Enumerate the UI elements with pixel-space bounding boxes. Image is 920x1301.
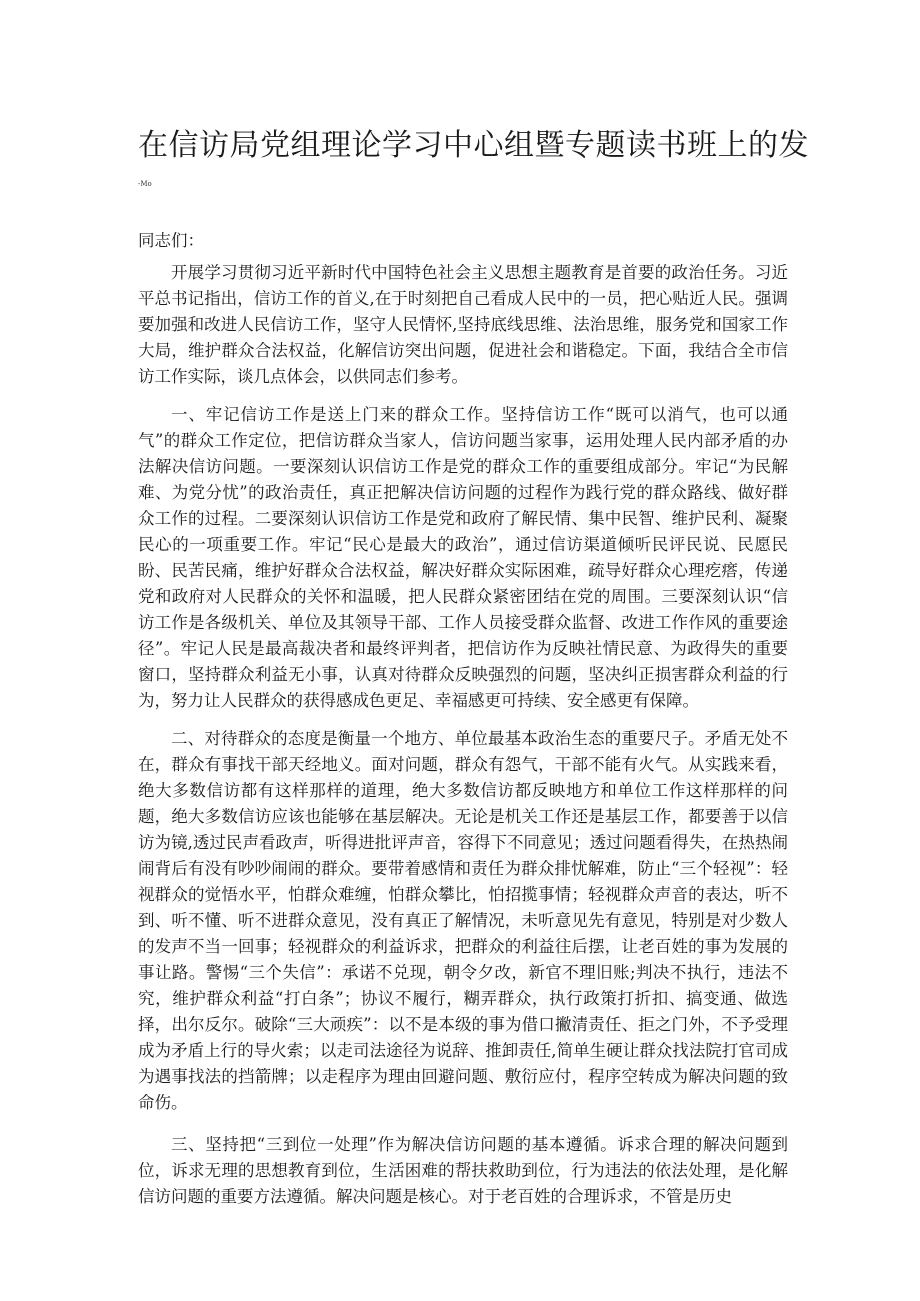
title-continuation: -Mo [138,180,152,188]
paragraph-intro: 开展学习贯彻习近平新时代中国特色社会主义思想主题教育是首要的政治任务。习近平总书记指出，信访工作的首义,在于时刻把自己看成人民中的一员，把心贴近人民。强调要加强和改进人民信访工作，坚守人民情怀,坚持底线思维、法治思维，服务党和国家工作大局，维护群众合法权益，化解信访突出问题，促进社会和谐稳定。下面，我结合全市信访工作实际，谈几点体会，以供同志们参考。 [138,263,788,386]
paragraph-section-1: 一、牢记信访工作是送上门来的群众工作。坚持信访工作“既可以消气，也可以通气”的群众工作定位，把信访群众当家人，信访问题当家事，运用处理人民内部矛盾的办法解决信访问题。一要深刻认识信访工作是党的群众工作的重要组成部分。牢记“为民解难、为党分忧”的政治责任，真正把解决信访问题的过程作为践行党的群众路线、做好群众工作的过程。二要深刻认识信访工作是党和政府了解民情、集中民智、维护民利、凝聚民心的一项重要工作。牢记“民心是最大的政治”，通过信访渠道倾听民评民说、民愿民盼、民苦民痛，维护好群众合法权益，解决好群众实际困难，疏导好群众心理疙瘩，传递党和政府对人民群众的关怀和温暖，把人民群众紧密团结在党的周围。三要深刻认识“信访工作是各级机关、单位及其领导干部、工作人员接受群众监督、改进工作作风的重要途径”。牢记人民是最高裁决者和最终评判者，把信访作为反映社情民意、为政得失的重要窗口，坚持群众利益无小事，认真对待群众反映强烈的问题，坚决纠正损害群众利益的行为，努力让人民群众的获得感成色更足、幸福感更可持续、安全感更有保障。 [138,405,788,710]
paragraph-section-3: 三、坚持把“三到位一处理”作为解决信访问题的基本遵循。诉求合理的解决问题到位，诉求无理的思想教育到位，生活困难的帮扶救助到位，行为违法的依法处理，是化解信访问题的重要方法遵循。解决问题是核心。对于老百姓的合理诉求，不管是历史 [138,1135,788,1206]
document-body [138,260,788,1219]
paragraph-section-2: 二、对待群众的态度是衡量一个地方、单位最基本政治生态的重要尺子。矛盾无处不在，群众有事找干部天经地义。面对问题，群众有怨气，干部不能有火气。从实践来看，绝大多数信访都有这样那样的道理，绝大多数信访都反映地方和单位工作这样那样的问题，绝大多数信访应该也能够在基层解决。无论是机关工作还是基层工作，都要善于以信访为镜,透过民声看政声，听得进批评声音，容得下不同意见；透过问题看得失，在热热闹闹背后有没有吵吵闹闹的群众。要带着感情和责任为群众排忧解难，防止“三个轻视”：轻视群众的觉悟水平，怕群众难缠，怕群众攀比，怕招揽事情；轻视群众声音的表达，听不到、听不懂、听不进群众意见，没有真正了解情况，未听意见先有意见，特别是对少数人的发声不当一回事；轻视群众的利益诉求，把群众的利益往后摆，让老百姓的事为发展的事让路。警惕“三个失信”：承诺不兑现，朝令夕改，新官不理旧账;判决不执行，违法不究，维护群众利益“打白条”；协议不履行，糊弄群众，执行政策打折扣、搞变通、做选择，出尔反尔。破除“三大顽疾”：以不是本级的事为借口撇清责任、拒之门外，不予受理成为矛盾上行的导火索；以走司法途径为说辞、推卸责任,简单生硬让群众找法院打官司成为遇事找法的挡箭牌；以走程序为理由回避问题、敷衍应付，程序空转成为解决问题的致命伤。 [138,729,788,1112]
document-title: 在信访局党组理论学习中心组暨专题读书班上的发 [138,128,809,163]
salutation: 同志们： [138,231,204,250]
